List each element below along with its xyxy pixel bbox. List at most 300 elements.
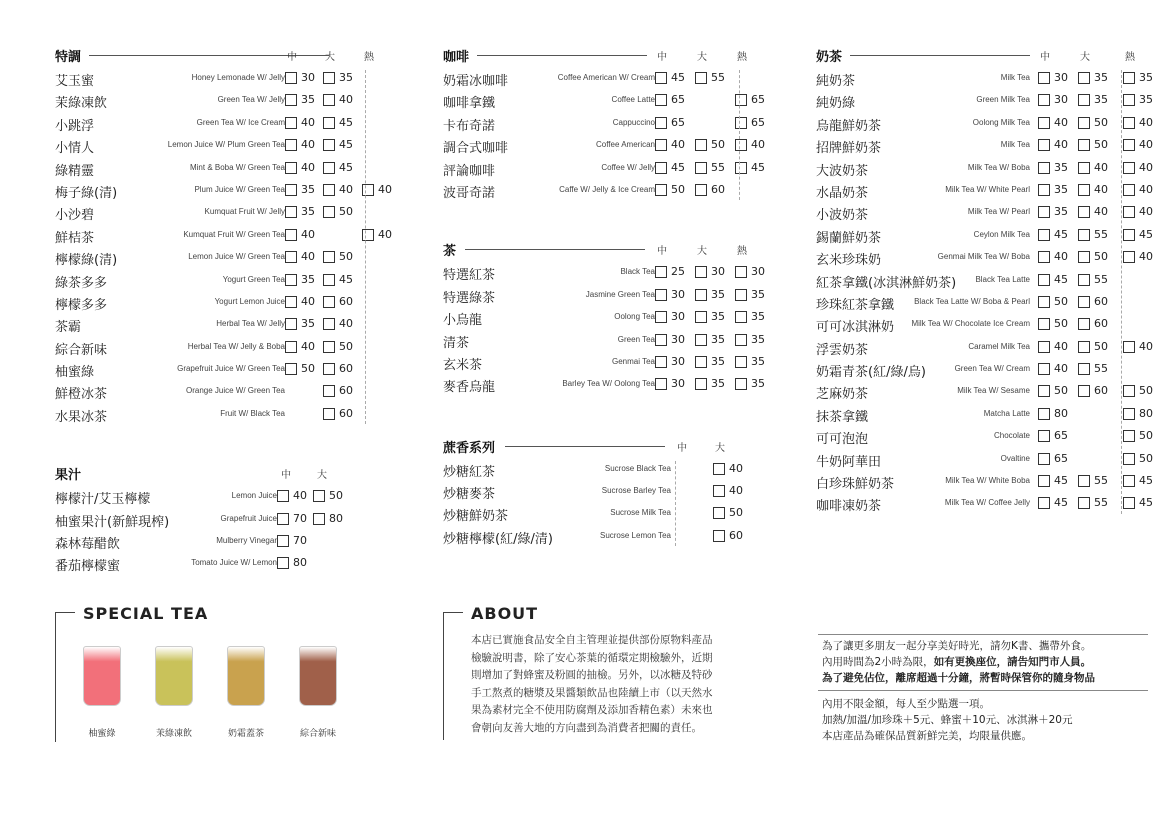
price-value: 80 xyxy=(293,556,307,570)
order-checkbox[interactable] xyxy=(735,334,747,346)
price-option xyxy=(285,228,321,242)
size-header-large: 大 xyxy=(325,52,335,63)
order-checkbox[interactable] xyxy=(277,513,289,525)
order-checkbox[interactable] xyxy=(323,139,335,151)
menu-item xyxy=(816,225,1153,247)
special-tea-title: SPECIAL TEA xyxy=(83,604,209,623)
price-value: 40 xyxy=(1054,138,1068,152)
price-value: 30 xyxy=(751,265,765,279)
drink-photo-label: 茉綠凍飲 xyxy=(155,729,192,739)
order-checkbox[interactable] xyxy=(1078,475,1090,487)
price-value: 40 xyxy=(1139,250,1153,264)
order-checkbox[interactable] xyxy=(1078,206,1090,218)
price-value: 50 xyxy=(671,182,685,196)
price-value: 60 xyxy=(339,384,353,398)
order-checkbox[interactable] xyxy=(285,341,297,353)
order-checkbox[interactable] xyxy=(1123,229,1135,241)
order-checkbox[interactable] xyxy=(695,184,707,196)
order-checkbox[interactable] xyxy=(1078,318,1090,330)
price-option xyxy=(1123,407,1159,421)
notice-line: 本店產品為確保品質新鮮完美，均限量供應。 xyxy=(822,730,1032,742)
order-checkbox[interactable] xyxy=(1123,206,1135,218)
special-tea-section xyxy=(55,604,385,754)
price-value: 35 xyxy=(751,310,765,324)
order-checkbox[interactable] xyxy=(655,72,667,84)
about-line: 則增加了對蜂蜜及粉圓的抽檢。另外，以冰糖及特砂 xyxy=(471,669,713,681)
menu-item xyxy=(816,158,1153,180)
menu-item xyxy=(55,270,385,292)
order-checkbox[interactable] xyxy=(1038,229,1050,241)
order-checkbox[interactable] xyxy=(1078,229,1090,241)
order-checkbox[interactable] xyxy=(1123,72,1135,84)
order-checkbox[interactable] xyxy=(313,490,325,502)
order-checkbox[interactable] xyxy=(695,289,707,301)
menu-item-name: 炒糖鮮奶茶 xyxy=(443,509,509,525)
price-value: 40 xyxy=(1139,182,1153,196)
menu-list-sugar xyxy=(443,459,773,549)
menu-item-english-name: Coffee American W/ Cream xyxy=(557,73,655,82)
menu-item xyxy=(55,531,385,553)
price-option xyxy=(1038,183,1074,197)
price-value: 50 xyxy=(1094,339,1108,353)
order-checkbox[interactable] xyxy=(1038,430,1050,442)
menu-item-name: 錫蘭鮮奶茶 xyxy=(816,230,882,246)
price-option xyxy=(1123,384,1159,398)
about-section xyxy=(443,604,783,754)
order-checkbox[interactable] xyxy=(285,139,297,151)
menu-item-name: 小跳浮 xyxy=(55,118,95,134)
size-header-medium: 中 xyxy=(657,52,667,63)
price-value: 50 xyxy=(1094,250,1108,264)
order-checkbox[interactable] xyxy=(1038,408,1050,420)
menu-item-name: 純奶茶 xyxy=(816,74,856,89)
order-checkbox[interactable] xyxy=(1123,408,1135,420)
order-checkbox[interactable] xyxy=(713,463,725,475)
menu-item-name: 浮雲奶茶 xyxy=(816,342,869,358)
order-checkbox[interactable] xyxy=(655,334,667,346)
price-value: 35 xyxy=(1094,71,1108,84)
order-checkbox[interactable] xyxy=(655,378,667,390)
order-checkbox[interactable] xyxy=(655,184,667,196)
order-checkbox[interactable] xyxy=(1038,94,1050,106)
price-value: 50 xyxy=(339,339,353,353)
price-value: 45 xyxy=(339,160,353,174)
order-checkbox[interactable] xyxy=(323,363,335,375)
order-checkbox[interactable] xyxy=(1038,475,1050,487)
menu-item xyxy=(55,359,385,381)
order-checkbox[interactable] xyxy=(323,184,335,196)
price-value: 40 xyxy=(1094,205,1108,219)
price-value: 35 xyxy=(1139,71,1153,84)
price-option xyxy=(1123,183,1159,197)
menu-item-english-name: Milk Tea W/ Sesame xyxy=(957,386,1030,396)
menu-item xyxy=(816,292,1146,314)
order-checkbox[interactable] xyxy=(323,206,335,218)
price-value: 25 xyxy=(671,265,685,279)
menu-item xyxy=(816,359,1146,381)
section-header-milk xyxy=(816,46,1146,66)
order-checkbox[interactable] xyxy=(655,356,667,368)
order-checkbox[interactable] xyxy=(713,485,725,497)
price-value: 35 xyxy=(751,354,765,368)
order-checkbox[interactable] xyxy=(1078,274,1090,286)
menu-item xyxy=(55,381,385,403)
price-value: 30 xyxy=(1054,71,1068,84)
price-value: 50 xyxy=(1139,384,1153,398)
order-checkbox[interactable] xyxy=(1123,453,1135,465)
order-checkbox[interactable] xyxy=(285,363,297,375)
menu-item-english-name: Kumquat Fruit W/ Jelly xyxy=(204,207,285,217)
price-value: 35 xyxy=(1054,205,1068,219)
notice-line-part: 內用時間為2小時為限， xyxy=(822,656,934,668)
order-checkbox[interactable] xyxy=(695,378,707,390)
order-checkbox[interactable] xyxy=(713,530,725,542)
order-checkbox[interactable] xyxy=(735,139,747,151)
price-value: 40 xyxy=(1054,115,1068,129)
order-checkbox[interactable] xyxy=(1078,94,1090,106)
menu-list-tea xyxy=(443,262,773,396)
order-checkbox[interactable] xyxy=(695,266,707,278)
price-option xyxy=(1123,161,1159,175)
price-option xyxy=(655,265,691,279)
section-header-sugar xyxy=(443,437,773,457)
notice-top-border xyxy=(818,634,1148,635)
price-option xyxy=(323,93,359,107)
price-value: 35 xyxy=(1139,93,1153,107)
special-tea-gallery xyxy=(75,646,375,746)
size-header-hot: 熱 xyxy=(1125,52,1135,63)
menu-item-english-name: Milk Tea W/ Chocolate Ice Cream xyxy=(911,319,1030,329)
size-header-hot: 熱 xyxy=(737,246,747,258)
notice-mid-border xyxy=(818,690,1148,691)
price-value: 60 xyxy=(339,406,353,420)
menu-item-english-name: Oolong Tea xyxy=(614,312,655,322)
drink-photo xyxy=(299,646,337,706)
menu-item xyxy=(55,509,385,531)
order-checkbox[interactable] xyxy=(1038,206,1050,218)
order-checkbox[interactable] xyxy=(323,318,335,330)
price-value: 60 xyxy=(1094,294,1108,308)
order-checkbox[interactable] xyxy=(285,117,297,129)
menu-item-name: 小情人 xyxy=(55,141,95,157)
order-checkbox[interactable] xyxy=(285,229,297,241)
price-option xyxy=(1078,384,1114,398)
price-value: 80 xyxy=(329,511,343,525)
order-checkbox[interactable] xyxy=(285,296,297,308)
menu-item xyxy=(816,426,1153,448)
menu-item xyxy=(55,553,385,575)
menu-item-english-name: Ceylon Milk Tea xyxy=(973,229,1030,239)
price-option xyxy=(695,71,731,85)
price-option xyxy=(655,161,691,175)
order-checkbox[interactable] xyxy=(1078,139,1090,151)
order-checkbox[interactable] xyxy=(323,408,335,420)
price-option xyxy=(1038,205,1074,219)
price-option xyxy=(1078,228,1114,242)
price-option xyxy=(735,161,771,175)
order-checkbox[interactable] xyxy=(1038,139,1050,151)
drink-photo-label: 奶霜蓋茶 xyxy=(227,729,264,739)
price-option xyxy=(713,462,749,476)
menu-item-english-name: Yogurt Lemon Juice xyxy=(214,296,285,306)
size-header-hot: 熱 xyxy=(364,52,374,63)
order-checkbox[interactable] xyxy=(735,356,747,368)
about-line: 手工熬煮的糖漿及果醬類飲品也陸續上市（以天然水 xyxy=(471,686,713,699)
order-checkbox[interactable] xyxy=(285,162,297,174)
price-value: 30 xyxy=(301,71,315,84)
order-checkbox[interactable] xyxy=(695,72,707,84)
price-option xyxy=(1038,452,1074,466)
order-checkbox[interactable] xyxy=(1078,296,1090,308)
price-value: 30 xyxy=(671,332,685,346)
order-checkbox[interactable] xyxy=(285,206,297,218)
order-checkbox[interactable] xyxy=(1123,430,1135,442)
menu-item-name: 炒糖麥茶 xyxy=(443,487,496,503)
order-checkbox[interactable] xyxy=(655,289,667,301)
price-option xyxy=(695,161,731,175)
order-checkbox[interactable] xyxy=(1038,184,1050,196)
order-checkbox[interactable] xyxy=(1038,296,1050,308)
price-value: 40 xyxy=(1139,205,1153,219)
order-checkbox[interactable] xyxy=(323,162,335,174)
order-checkbox[interactable] xyxy=(323,117,335,129)
order-checkbox[interactable] xyxy=(1038,363,1050,375)
price-value: 60 xyxy=(711,182,725,196)
menu-item xyxy=(55,247,385,269)
menu-item-english-name: Black Tea Latte xyxy=(975,274,1030,284)
menu-item-name: 清茶 xyxy=(443,335,470,351)
price-value: 55 xyxy=(1094,362,1108,376)
price-value: 40 xyxy=(729,461,743,475)
price-option xyxy=(277,534,313,548)
price-option xyxy=(1038,384,1074,398)
order-checkbox[interactable] xyxy=(323,385,335,397)
order-checkbox[interactable] xyxy=(1078,341,1090,353)
price-value: 60 xyxy=(339,294,353,308)
about-title: ABOUT xyxy=(471,604,539,623)
price-option xyxy=(655,183,691,197)
order-checkbox[interactable] xyxy=(655,139,667,151)
size-header-medium: 中 xyxy=(1040,52,1050,63)
price-option xyxy=(323,340,359,354)
menu-item xyxy=(816,449,1153,471)
price-value: 50 xyxy=(339,250,353,264)
order-checkbox[interactable] xyxy=(1038,497,1050,509)
order-checkbox[interactable] xyxy=(695,139,707,151)
price-value: 40 xyxy=(301,160,315,174)
order-checkbox[interactable] xyxy=(1078,251,1090,263)
order-checkbox[interactable] xyxy=(362,229,374,241)
order-checkbox[interactable] xyxy=(695,356,707,368)
order-checkbox[interactable] xyxy=(1038,385,1050,397)
order-checkbox[interactable] xyxy=(735,94,747,106)
menu-item xyxy=(816,113,1153,135)
order-checkbox[interactable] xyxy=(323,94,335,106)
order-checkbox[interactable] xyxy=(313,513,325,525)
order-checkbox[interactable] xyxy=(1123,497,1135,509)
menu-item xyxy=(55,135,385,157)
price-option xyxy=(1078,138,1114,152)
price-option xyxy=(1123,496,1159,510)
order-checkbox[interactable] xyxy=(1078,385,1090,397)
column-separator xyxy=(1121,70,1122,514)
menu-item-english-name: Green Tea W/ Cream xyxy=(954,364,1030,374)
menu-item-name: 咖啡凍奶茶 xyxy=(816,499,882,515)
price-value: 40 xyxy=(671,138,685,152)
order-checkbox[interactable] xyxy=(323,72,335,84)
menu-item xyxy=(816,180,1153,202)
order-checkbox[interactable] xyxy=(695,334,707,346)
order-checkbox[interactable] xyxy=(1038,274,1050,286)
order-checkbox[interactable] xyxy=(1038,251,1050,263)
order-checkbox[interactable] xyxy=(1123,184,1135,196)
price-value: 45 xyxy=(1054,496,1068,510)
price-option xyxy=(1078,71,1114,85)
price-option xyxy=(277,556,313,570)
menu-item-name: 特選紅茶 xyxy=(443,268,496,284)
order-checkbox[interactable] xyxy=(1123,162,1135,174)
order-checkbox[interactable] xyxy=(277,557,289,569)
order-checkbox[interactable] xyxy=(1123,94,1135,106)
order-checkbox[interactable] xyxy=(1038,162,1050,174)
order-checkbox[interactable] xyxy=(655,162,667,174)
order-checkbox[interactable] xyxy=(285,94,297,106)
column-left xyxy=(55,46,392,576)
order-checkbox[interactable] xyxy=(285,274,297,286)
order-checkbox[interactable] xyxy=(655,266,667,278)
order-checkbox[interactable] xyxy=(1123,341,1135,353)
menu-item xyxy=(443,374,773,396)
order-checkbox[interactable] xyxy=(1038,318,1050,330)
price-value: 60 xyxy=(1094,384,1108,398)
price-option xyxy=(1078,250,1114,264)
menu-item-name: 鮮桔茶 xyxy=(55,230,95,246)
price-value: 35 xyxy=(711,332,725,346)
price-option xyxy=(735,355,771,369)
price-option xyxy=(735,265,771,279)
order-checkbox[interactable] xyxy=(362,184,374,196)
order-checkbox[interactable] xyxy=(1078,117,1090,129)
order-checkbox[interactable] xyxy=(285,72,297,84)
price-option xyxy=(713,506,749,520)
order-checkbox[interactable] xyxy=(323,296,335,308)
order-checkbox[interactable] xyxy=(1078,162,1090,174)
menu-item-name: 水晶奶茶 xyxy=(816,185,869,201)
price-option xyxy=(1123,138,1159,152)
order-checkbox[interactable] xyxy=(323,274,335,286)
menu-item xyxy=(443,158,773,180)
order-checkbox[interactable] xyxy=(695,311,707,323)
order-checkbox[interactable] xyxy=(735,117,747,129)
price-option xyxy=(1123,71,1159,85)
order-checkbox[interactable] xyxy=(277,490,289,502)
order-checkbox[interactable] xyxy=(1123,475,1135,487)
price-option xyxy=(735,377,771,391)
order-checkbox[interactable] xyxy=(1123,117,1135,129)
menu-item-name: 柚蜜果汁(新鮮現榨) xyxy=(55,514,170,530)
order-checkbox[interactable] xyxy=(1038,117,1050,129)
price-value: 40 xyxy=(1054,362,1068,376)
order-checkbox[interactable] xyxy=(735,378,747,390)
order-checkbox[interactable] xyxy=(1123,139,1135,151)
order-checkbox[interactable] xyxy=(1078,497,1090,509)
price-option xyxy=(735,138,771,152)
section-divider xyxy=(505,446,665,447)
price-option xyxy=(1038,429,1074,443)
price-value: 40 xyxy=(301,227,315,241)
price-value: 30 xyxy=(711,265,725,279)
order-checkbox[interactable] xyxy=(695,162,707,174)
price-option xyxy=(285,250,321,264)
menu-item xyxy=(816,314,1146,336)
price-value: 40 xyxy=(301,250,315,264)
price-value: 50 xyxy=(1139,429,1153,443)
menu-item xyxy=(55,202,385,224)
price-option xyxy=(1078,474,1114,488)
order-checkbox[interactable] xyxy=(713,507,725,519)
section-header-coffee xyxy=(443,46,773,66)
price-option xyxy=(362,183,398,197)
order-checkbox[interactable] xyxy=(735,311,747,323)
menu-item xyxy=(816,337,1153,359)
menu-item xyxy=(816,493,1153,515)
order-checkbox[interactable] xyxy=(285,251,297,263)
order-checkbox[interactable] xyxy=(1038,453,1050,465)
order-checkbox[interactable] xyxy=(655,117,667,129)
order-checkbox[interactable] xyxy=(735,162,747,174)
menu-item xyxy=(55,292,385,314)
menu-item-name: 小烏龍 xyxy=(443,313,483,329)
menu-item xyxy=(55,314,385,336)
order-checkbox[interactable] xyxy=(1038,72,1050,84)
order-checkbox[interactable] xyxy=(1038,341,1050,353)
size-header-hot: 熱 xyxy=(737,52,747,63)
price-value: 55 xyxy=(1094,496,1108,510)
order-checkbox[interactable] xyxy=(285,184,297,196)
order-checkbox[interactable] xyxy=(655,94,667,106)
order-checkbox[interactable] xyxy=(655,311,667,323)
order-checkbox[interactable] xyxy=(735,266,747,278)
price-value: 65 xyxy=(751,93,765,107)
order-checkbox[interactable] xyxy=(285,318,297,330)
price-value: 80 xyxy=(1139,406,1153,420)
order-checkbox[interactable] xyxy=(1123,251,1135,263)
price-value: 35 xyxy=(711,377,725,391)
order-checkbox[interactable] xyxy=(1078,184,1090,196)
price-value: 45 xyxy=(339,115,353,129)
order-checkbox[interactable] xyxy=(323,341,335,353)
order-checkbox[interactable] xyxy=(1078,72,1090,84)
price-option xyxy=(323,295,359,309)
order-checkbox[interactable] xyxy=(1078,363,1090,375)
price-value: 35 xyxy=(711,287,725,301)
menu-item-english-name: Orange Juice W/ Green Tea xyxy=(185,386,285,396)
order-checkbox[interactable] xyxy=(735,289,747,301)
menu-item-english-name: Black Tea Latte W/ Boba & Pearl xyxy=(914,296,1030,306)
price-value: 35 xyxy=(751,377,765,391)
order-checkbox[interactable] xyxy=(323,251,335,263)
menu-item-name: 白珍珠鮮奶茶 xyxy=(816,477,895,493)
price-value: 40 xyxy=(301,138,315,152)
price-option xyxy=(323,384,359,398)
price-option xyxy=(1078,116,1114,130)
order-checkbox[interactable] xyxy=(1123,385,1135,397)
menu-item-english-name: Oolong Milk Tea xyxy=(972,117,1030,127)
price-option xyxy=(1038,273,1074,287)
order-checkbox[interactable] xyxy=(277,535,289,547)
menu-item-name: 玄米珍珠奶 xyxy=(816,253,882,269)
price-value: 50 xyxy=(1094,138,1108,152)
